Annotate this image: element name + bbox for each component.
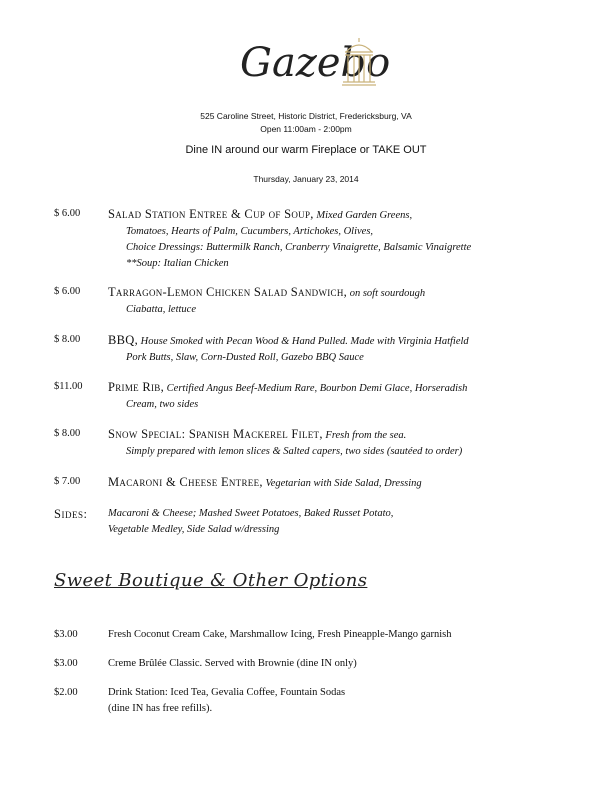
item-description-line: Cream, two sides [126,399,199,410]
item-description: House Smoked with Pecan Wood & Hand Pulled. Made with Virginia Hatfield [138,336,469,347]
dessert-section-title: Sweet Boutique & Other Options [54,570,368,591]
sides-label: Sides: [54,507,88,521]
item-description: Vegetarian with Side Salad, Dressing [262,478,422,489]
item-name: Prime Rib, [108,380,165,394]
address-block [0,110,612,136]
item-description: Drink Station: Iced Tea, Gevalia Coffee, Fountain Sodas [108,687,346,698]
item-price: $3.00 [54,629,78,640]
gazebo-logo [240,36,391,96]
hours: Open 11:00am - 2:00pm [260,124,352,134]
item-description-line: Tomatoes, Hearts of Palm, Cucumbers, Artichokes, Olives, [126,226,374,237]
item-name: Snow Special: Spanish Mackerel Filet, [108,427,323,441]
item-price: $2.00 [54,687,78,698]
item-price: $ 7.00 [54,476,81,487]
gazebo-icon [340,36,378,88]
logo-text: Gazebo [240,40,391,86]
item-description: Certified Angus Beef-Medium Rare, Bourbon Demi Glace, Horseradish [164,383,468,394]
item-name: Tarragon-Lemon Chicken Salad Sandwich, [108,285,348,299]
item-description: on soft sourdough [347,288,426,299]
item-name: BBQ, [108,333,139,347]
item-price: $3.00 [54,658,78,669]
item-description-line: Simply prepared with lemon slices & Salted capers, two sides (sautéed to order) [126,446,463,457]
sides-line: Vegetable Medley, Side Salad w/dressing [108,524,280,535]
item-description-line: Pork Butts, Slaw, Corn-Dusted Roll, Gazebo BBQ Sauce [126,352,364,363]
sides-line: Macaroni & Cheese; Mashed Sweet Potatoes, Baked Russet Potato, [108,508,394,519]
item-description: Fresh from the sea. [322,430,407,441]
item-price: $ 8.00 [54,334,81,345]
item-description-line: **Soup: Italian Chicken [126,258,229,269]
item-description: Creme Brûlée Classic. Served with Brownie (dine IN only) [108,658,357,669]
item-description-line: Ciabatta, lettuce [126,304,196,315]
tagline: Dine IN around our warm Fireplace or TAKE OUT [185,144,427,156]
address: 525 Caroline Street, Historic District, Fredericksburg, VA [200,111,412,121]
item-name: Salad Station Entree & Cup of Soup, [108,207,314,221]
item-description: Mixed Garden Greens, [313,210,413,221]
menu-date: Thursday, January 23, 2014 [253,174,359,184]
item-name: Macaroni & Cheese Entree, [108,475,263,489]
item-description-line: Choice Dressings: Buttermilk Ranch, Cranberry Vinaigrette, Balsamic Vinaigrette [126,242,472,253]
item-description-line: (dine IN has free refills). [108,703,213,714]
item-price: $ 6.00 [54,286,81,297]
item-price: $ 6.00 [54,208,81,219]
item-price: $ 8.00 [54,428,81,439]
item-description: Fresh Coconut Cream Cake, Marshmallow Icing, Fresh Pineapple-Mango garnish [108,629,452,640]
item-price: $11.00 [54,381,83,392]
